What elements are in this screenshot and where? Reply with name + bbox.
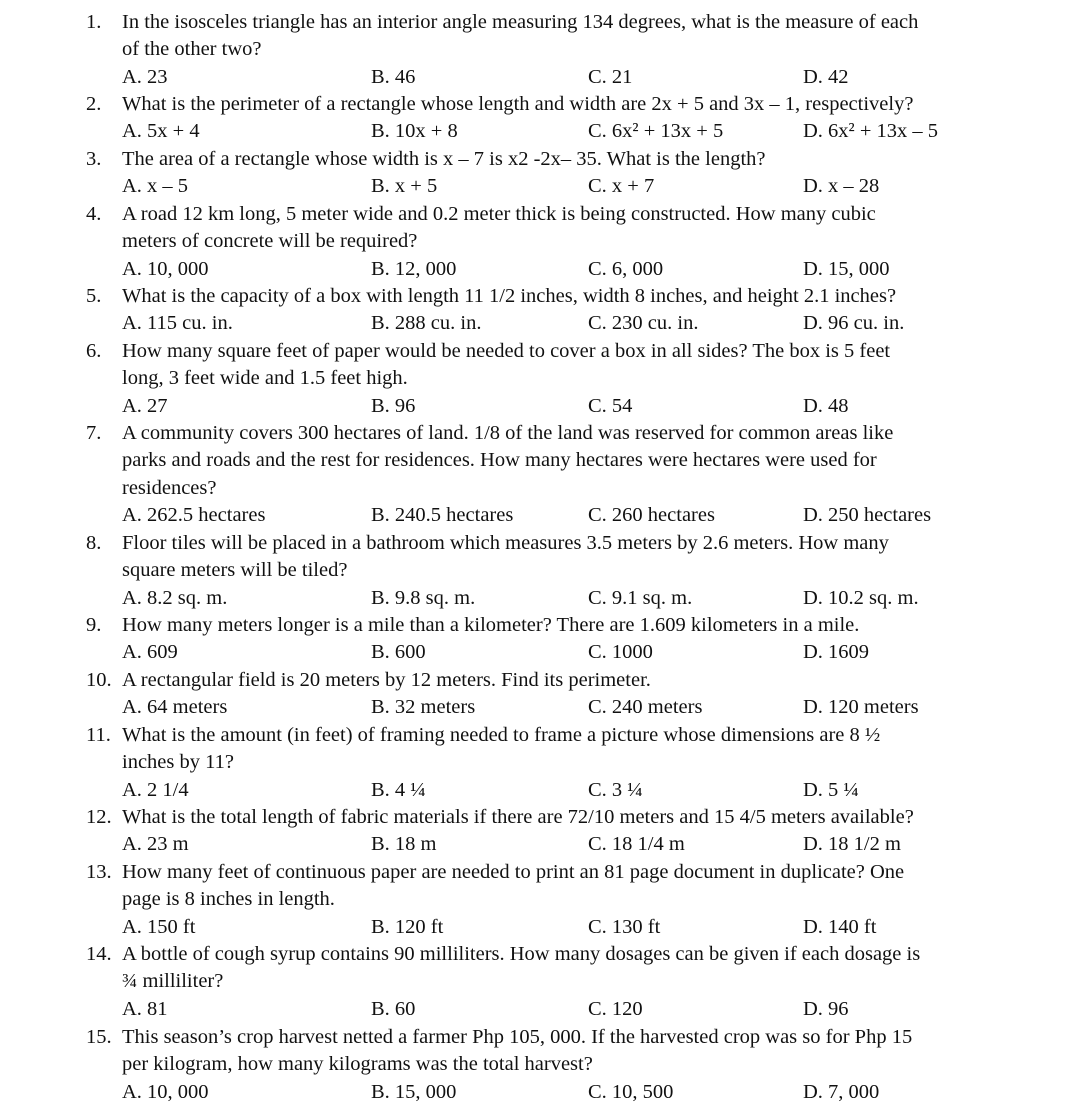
question-text	[122, 201, 1058, 256]
question-line: A road 12 km long, 5 meter wide and 0.2 meter thick is being constructed. How many cubic	[122, 203, 876, 225]
question-line: What is the amount (in feet) of framing needed to frame a picture whose dimensions are 8 ½	[122, 724, 881, 746]
question-line: parks and roads and the rest for residences. How many hectares were hectares were used for	[122, 449, 877, 472]
choice-c: C. 230 cu. in.	[588, 312, 699, 335]
choice-a: A. 64 meters	[122, 696, 228, 719]
question-number: 14.	[86, 943, 112, 965]
choice-d: D. 96	[803, 997, 849, 1020]
question-number: 5.	[86, 285, 102, 307]
choice-a: A. 10, 000	[122, 257, 209, 280]
question-number: 13.	[86, 861, 112, 883]
question-line: ¾ milliliter?	[122, 970, 224, 993]
choice-a: A. 10, 000	[122, 1080, 209, 1103]
choice-b: B. 10x + 8	[371, 120, 458, 143]
choice-c: C. 54	[588, 394, 633, 417]
answer-choices	[0, 585, 1068, 612]
choice-c: C. 1000	[588, 641, 653, 664]
choice-a: A. 5x + 4	[122, 120, 200, 143]
choice-d: D. 1609	[803, 641, 870, 664]
choice-d: D. 18 1/2 m	[803, 833, 901, 856]
question-line: How many feet of continuous paper are needed to print an 81 page document in duplicate? One	[122, 861, 905, 883]
choice-d: D. 140 ft	[803, 915, 877, 938]
choice-d: D. 48	[803, 394, 849, 417]
choice-a: A. 2 1/4	[122, 778, 189, 801]
answer-choices	[0, 256, 1068, 283]
choice-b: B. 120 ft	[371, 915, 444, 938]
question-line: A bottle of cough syrup contains 90 milliliters. How many dosages can be given if each dosage is	[122, 943, 921, 965]
question-number: 7.	[86, 422, 102, 444]
answer-choices	[0, 64, 1068, 91]
choice-d: D. 10.2 sq. m.	[803, 586, 919, 609]
choice-c: C. 6, 000	[588, 257, 664, 280]
choice-c: C. 3 ¼	[588, 778, 643, 801]
question-text	[122, 941, 1058, 996]
question-line: square meters will be tiled?	[122, 559, 348, 582]
question-line: What is the perimeter of a rectangle whose length and width are 2x + 5 and 3x – 1, respectively?	[122, 93, 914, 115]
choice-b: B. 60	[371, 997, 416, 1020]
answer-choices	[0, 694, 1068, 721]
question-line: What is the capacity of a box with length 11 1/2 inches, width 8 inches, and height 2.1 inches?	[122, 285, 897, 307]
question-line: of the other two?	[122, 38, 262, 61]
question-text	[122, 804, 1058, 831]
answer-choices	[0, 502, 1068, 529]
choice-c: C. 260 hectares	[588, 504, 715, 527]
question-line: What is the total length of fabric materials if there are 72/10 meters and 15 4/5 meters available?	[122, 806, 914, 828]
question-line: residences?	[122, 476, 217, 499]
question-number: 15.	[86, 1026, 112, 1048]
choice-b: B. 96	[371, 394, 416, 417]
choice-d: D. 96 cu. in.	[803, 312, 905, 335]
question-number: 2.	[86, 93, 102, 115]
question-number: 11.	[86, 724, 111, 746]
question-line: This season’s crop harvest netted a farmer Php 105, 000. If the harvested crop was so for Php 15	[122, 1026, 913, 1048]
answer-choices	[0, 1079, 1068, 1106]
choice-b: B. 32 meters	[371, 696, 476, 719]
question-number: 12.	[86, 806, 112, 828]
question-number: 9.	[86, 614, 102, 636]
choice-d: D. 6x² + 13x – 5	[803, 120, 939, 143]
question-number: 4.	[86, 203, 102, 225]
answer-choices	[0, 393, 1068, 420]
answer-choices	[0, 831, 1068, 858]
question-number: 8.	[86, 532, 102, 554]
choice-a: A. 609	[122, 641, 178, 664]
choice-a: A. 27	[122, 394, 168, 417]
question-line: meters of concrete will be required?	[122, 230, 418, 253]
question-text	[122, 722, 1058, 777]
answer-choices	[0, 914, 1068, 941]
answer-choices	[0, 639, 1068, 666]
choice-a: A. 115 cu. in.	[122, 312, 233, 335]
question-text	[122, 9, 1058, 64]
question-line: per kilogram, how many kilograms was the total harvest?	[122, 1053, 593, 1076]
choice-b: B. 240.5 hectares	[371, 504, 514, 527]
choice-b: B. 288 cu. in.	[371, 312, 482, 335]
choice-c: C. x + 7	[588, 175, 655, 198]
choice-b: B. 12, 000	[371, 257, 457, 280]
question-number: 6.	[86, 340, 102, 362]
question-line: A rectangular field is 20 meters by 12 meters. Find its perimeter.	[122, 669, 651, 691]
question-number: 10.	[86, 669, 112, 691]
question-text	[122, 667, 1058, 694]
question-text	[122, 283, 1058, 310]
choice-c: C. 6x² + 13x + 5	[588, 120, 724, 143]
choice-b: B. 9.8 sq. m.	[371, 586, 476, 609]
question-line: Floor tiles will be placed in a bathroom which measures 3.5 meters by 2.6 meters. How many	[122, 532, 889, 554]
choice-d: D. 250 hectares	[803, 504, 932, 527]
choice-d: D. 42	[803, 65, 849, 88]
choice-a: A. 150 ft	[122, 915, 196, 938]
question-line: How many meters longer is a mile than a kilometer? There are 1.609 kilometers in a mile.	[122, 614, 860, 636]
question-line: A community covers 300 hectares of land. 1/8 of the land was reserved for common areas like	[122, 422, 894, 444]
choice-a: A. 81	[122, 997, 168, 1020]
question-text	[122, 859, 1058, 914]
choice-b: B. 15, 000	[371, 1080, 457, 1103]
answer-choices	[0, 996, 1068, 1023]
choice-a: A. x – 5	[122, 175, 189, 198]
choice-c: C. 9.1 sq. m.	[588, 586, 693, 609]
choice-b: B. 46	[371, 65, 416, 88]
choice-c: C. 21	[588, 65, 633, 88]
choice-c: C. 10, 500	[588, 1080, 674, 1103]
choice-c: C. 18 1/4 m	[588, 833, 685, 856]
question-text	[122, 530, 1058, 585]
answer-choices	[0, 173, 1068, 200]
question-text	[122, 146, 1058, 173]
choice-c: C. 120	[588, 997, 643, 1020]
choice-b: B. 18 m	[371, 833, 437, 856]
choice-a: A. 23 m	[122, 833, 189, 856]
question-number: 3.	[86, 148, 102, 170]
choice-b: B. x + 5	[371, 175, 438, 198]
choice-a: A. 262.5 hectares	[122, 504, 266, 527]
question-text	[122, 91, 1058, 118]
choice-d: D. 15, 000	[803, 257, 890, 280]
question-text	[122, 420, 1058, 502]
question-text	[122, 1024, 1058, 1079]
question-line: inches by 11?	[122, 751, 234, 774]
question-line: page is 8 inches in length.	[122, 888, 335, 911]
answer-choices	[0, 118, 1068, 145]
choice-d: D. 5 ¼	[803, 778, 859, 801]
choice-a: A. 23	[122, 65, 168, 88]
choice-d: D. 120 meters	[803, 696, 919, 719]
choice-c: C. 130 ft	[588, 915, 661, 938]
question-text	[122, 338, 1058, 393]
choice-a: A. 8.2 sq. m.	[122, 586, 228, 609]
answer-choices	[0, 777, 1068, 804]
question-line: The area of a rectangle whose width is x – 7 is x2 -2x– 35. What is the length?	[122, 148, 766, 170]
question-line: How many square feet of paper would be needed to cover a box in all sides? The box is 5 feet	[122, 340, 891, 362]
choice-c: C. 240 meters	[588, 696, 703, 719]
question-line: In the isosceles triangle has an interior angle measuring 134 degrees, what is the measure of each	[122, 11, 919, 33]
choice-d: D. 7, 000	[803, 1080, 880, 1103]
choice-b: B. 600	[371, 641, 426, 664]
question-text	[122, 612, 1058, 639]
choice-d: D. x – 28	[803, 175, 880, 198]
question-number: 1.	[86, 11, 102, 33]
question-line: long, 3 feet wide and 1.5 feet high.	[122, 367, 408, 390]
answer-choices	[0, 310, 1068, 337]
choice-b: B. 4 ¼	[371, 778, 426, 801]
